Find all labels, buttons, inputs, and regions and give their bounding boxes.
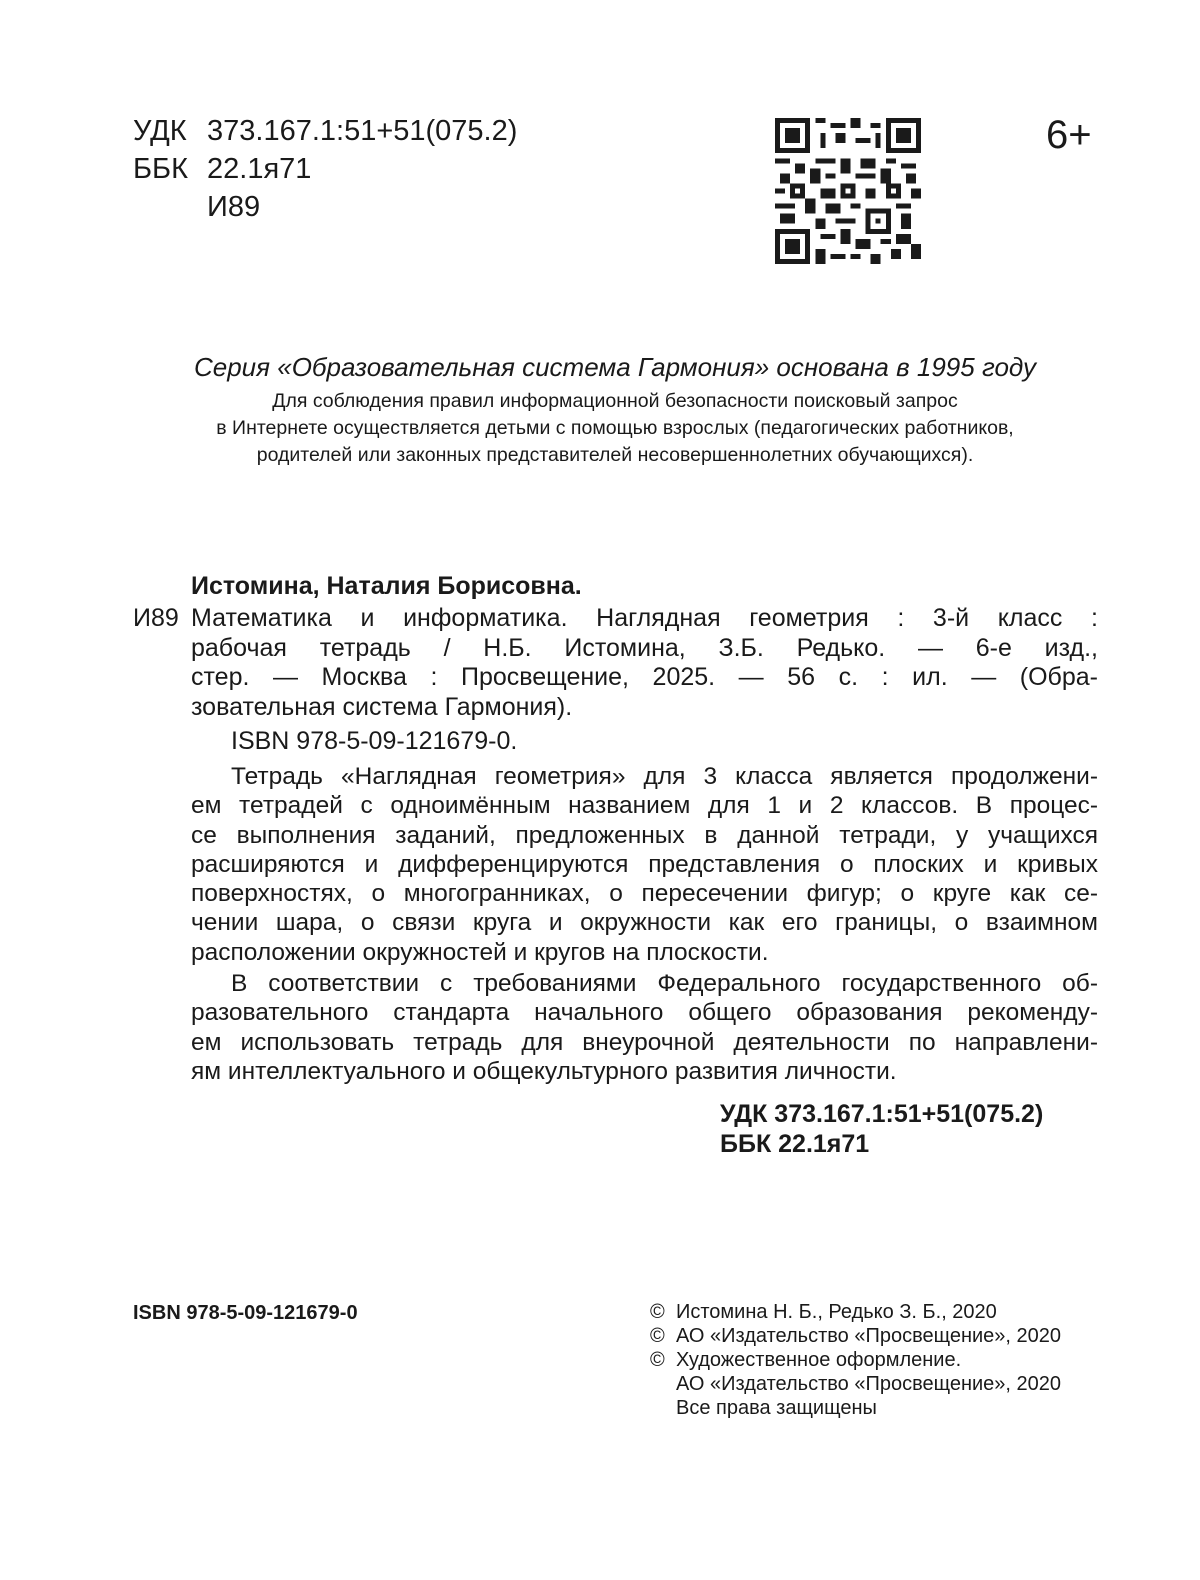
annotation-line: расширяются и дифференцируются представления о плоских и кривых <box>191 850 1098 878</box>
annotation-line: В соответствии с требованиями Федерального государственного об- <box>231 970 1098 998</box>
author-mark: И89 <box>207 191 261 223</box>
entry-line: рабочая тетрадь / Н.Б. Истомина, З.Б. Редько. — 6-е изд., <box>191 633 1098 662</box>
copyright-text: АО «Издательство «Просвещение», 2020 <box>676 1325 1062 1347</box>
copyright-block <box>650 1300 1061 1420</box>
classification-codes <box>133 112 517 226</box>
bbk-label: ББК <box>133 153 188 185</box>
annotation-line: ем использовать тетрадь для внеурочной деятельности по направлени- <box>191 1028 1098 1056</box>
bibliographic-entry <box>133 604 1098 722</box>
entry-line: зовательная система Гармония). <box>191 692 573 721</box>
safety-notice <box>0 388 1200 469</box>
bbk-value: 22.1я71 <box>207 153 312 185</box>
copyright-indent <box>650 1372 676 1396</box>
age-rating-badge: 6+ <box>1046 113 1092 157</box>
copyright-line <box>650 1396 1061 1420</box>
bibliographic-record <box>133 568 1098 1086</box>
rights-reserved: Все права защищены <box>676 1397 877 1419</box>
copyright-text: Истомина Н. Б., Редько З. Б., 2020 <box>676 1301 997 1323</box>
copyright-indent <box>650 1396 676 1420</box>
annotation-paragraph-2 <box>191 969 1098 1086</box>
copyright-text: АО «Издательство «Просвещение», 2020 <box>676 1373 1062 1395</box>
bbk-bottom: ББК 22.1я71 <box>720 1129 870 1158</box>
annotation-line: расположении окружностей и кругов на плоскости. <box>191 938 769 966</box>
author-heading: Истомина, Наталия Борисовна. <box>191 572 582 600</box>
bbk-row <box>133 150 517 188</box>
notice-line: Для соблюдения правил информационной безопасности поисковый запрос <box>272 390 958 412</box>
copyright-line <box>650 1300 1061 1324</box>
udk-value: 373.167.1:51+51(075.2) <box>207 115 518 147</box>
entry-isbn: ISBN 978-5-09-121679-0. <box>231 727 518 755</box>
udk-row <box>133 112 517 150</box>
annotation-line: поверхностях, о многогранниках, о пересечении фигур; о круге как се- <box>191 880 1098 908</box>
udk-label: УДК <box>133 115 187 147</box>
annotation-paragraph-1 <box>191 762 1098 967</box>
copyright-text: Художественное оформление. <box>676 1349 962 1371</box>
notice-line: родителей или законных представителей несовершеннолетних обучающихся). <box>256 444 974 466</box>
annotation-line: ям интеллектуального и общекультурного развития личности. <box>191 1057 897 1085</box>
notice-line: в Интернете осуществляется детьми с помощью взрослых (педагогических работников, <box>216 417 1014 439</box>
copyright-icon: © <box>650 1301 665 1323</box>
copyright-icon: © <box>650 1325 665 1347</box>
udk-bottom: УДК 373.167.1:51+51(075.2) <box>720 1100 1044 1128</box>
copyright-line <box>650 1324 1061 1348</box>
annotation-line: Тетрадь «Наглядная геометрия» для 3 класса является продолжени- <box>231 763 1098 790</box>
qr-code-icon <box>775 118 921 264</box>
annotation-line: ем тетрадей с одноимённым названием для 1 и 2 классов. В процес- <box>191 792 1098 820</box>
entry-line: Математика и информатика. Наглядная геометрия : 3-й класс : <box>191 604 1098 632</box>
copyright-line <box>650 1372 1061 1396</box>
entry-line: стер. — Москва : Просвещение, 2025. — 56 с. : ил. — (Обра- <box>191 663 1098 691</box>
series-line: Серия «Образовательная система Гармония» основана в 1995 году <box>193 352 1037 382</box>
annotation-line: чении шара, о связи круга и окружности как его границы, о взаимном <box>191 909 1098 937</box>
footer-isbn: ISBN 978-5-09-121679-0 <box>133 1302 358 1324</box>
classification-bottom <box>720 1100 1043 1159</box>
annotation-line: разовательного стандарта начального общего образования рекоменду- <box>191 999 1098 1027</box>
copyright-line <box>650 1348 1061 1372</box>
copyright-icon: © <box>650 1349 665 1371</box>
annotation-line: се выполнения заданий, предложенных в данной тетради, у учащихся <box>191 821 1098 849</box>
author-mark-row <box>133 188 517 226</box>
author-code: И89 <box>133 604 179 632</box>
